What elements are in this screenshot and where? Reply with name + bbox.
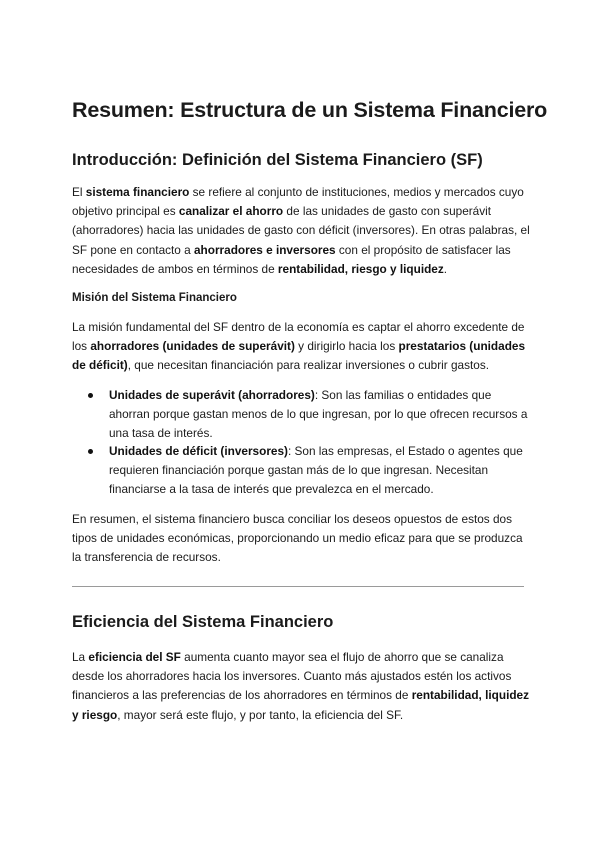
bold-text: prestatarios (unidades de déficit) bbox=[72, 339, 526, 373]
bullet-text-surplus: Unidades de superávit (ahorradores): Son las familias o entidades que ahorran porque gastan menos de lo que ingresan, por lo que ofrecen recursos a una tasa de interés. bbox=[109, 388, 528, 441]
list-item bbox=[88, 386, 534, 444]
bold-text: eficiencia del SF bbox=[88, 650, 181, 664]
list-item bbox=[88, 442, 534, 500]
document-title: Resumen: Estructura de un Sistema Financiero bbox=[72, 98, 548, 122]
section-heading-introduction: Introducción: Definición del Sistema Financiero (SF) bbox=[72, 151, 483, 169]
mission-paragraph: La misión fundamental del SF dentro de la economía es captar el ahorro excedente de los ahorradores (unidades de superávit) y dirigirlo hacia los prestatarios (unidades de déficit), que necesitan financiación para realizar inversiones o cubrir gastos. bbox=[72, 320, 526, 373]
section-divider bbox=[72, 586, 524, 587]
bold-text: rentabilidad, liquidez y riesgo bbox=[72, 688, 530, 722]
section-heading-efficiency: Eficiencia del Sistema Financiero bbox=[72, 613, 334, 631]
bold-text: ahorradores (unidades de superávit) bbox=[90, 339, 295, 354]
summary-paragraph: En resumen, el sistema financiero busca conciliar los deseos opuestos de estos dos tipos de unidades económicas, proporcionando un medio eficaz para que se produzca la transferencia de recursos. bbox=[72, 512, 523, 565]
bold-text: Unidades de superávit (ahorradores) bbox=[109, 388, 315, 402]
bold-text: ahorradores e inversores bbox=[193, 242, 336, 257]
bold-text: Unidades de déficit (inversores) bbox=[109, 444, 288, 458]
bullet-icon bbox=[88, 393, 93, 398]
bold-text: rentabilidad, riesgo y liquidez bbox=[277, 261, 444, 276]
bold-text: sistema financiero bbox=[85, 185, 190, 199]
bullet-text-deficit: Unidades de déficit (inversores): Son las empresas, el Estado o agentes que requieren financiación porque gastan más de lo que ingresan. Necesitan financiarse a la tasa de interés que prevalezca en el mercado. bbox=[109, 444, 523, 497]
mission-subheading: Misión del Sistema Financiero bbox=[72, 292, 237, 304]
efficiency-paragraph: La eficiencia del SF aumenta cuanto mayor sea el flujo de ahorro que se canaliza desde los ahorradores hacia los inversores. Cuanto más ajustados estén los activos financieros a las preferencias de los ahorradores en términos de rentabilidad, liquidez y riesgo, mayor será este flujo, y por tanto, la eficiencia del SF. bbox=[72, 650, 530, 722]
bold-text: canalizar el ahorro bbox=[178, 204, 284, 219]
intro-paragraph: El sistema financiero se refiere al conjunto de instituciones, medios y mercados cuyo objetivo principal es canalizar el ahorro de las unidades de gasto con superávit (ahorradores) hacia las unidades de gasto con déficit (inversores). En otras palabras, el SF pone en contacto a ahorradores e inversores con el propósito de satisfacer las necesidades de ambos en términos de rentabilidad, riesgo y liquidez. bbox=[72, 185, 530, 276]
bullet-icon bbox=[88, 449, 93, 454]
